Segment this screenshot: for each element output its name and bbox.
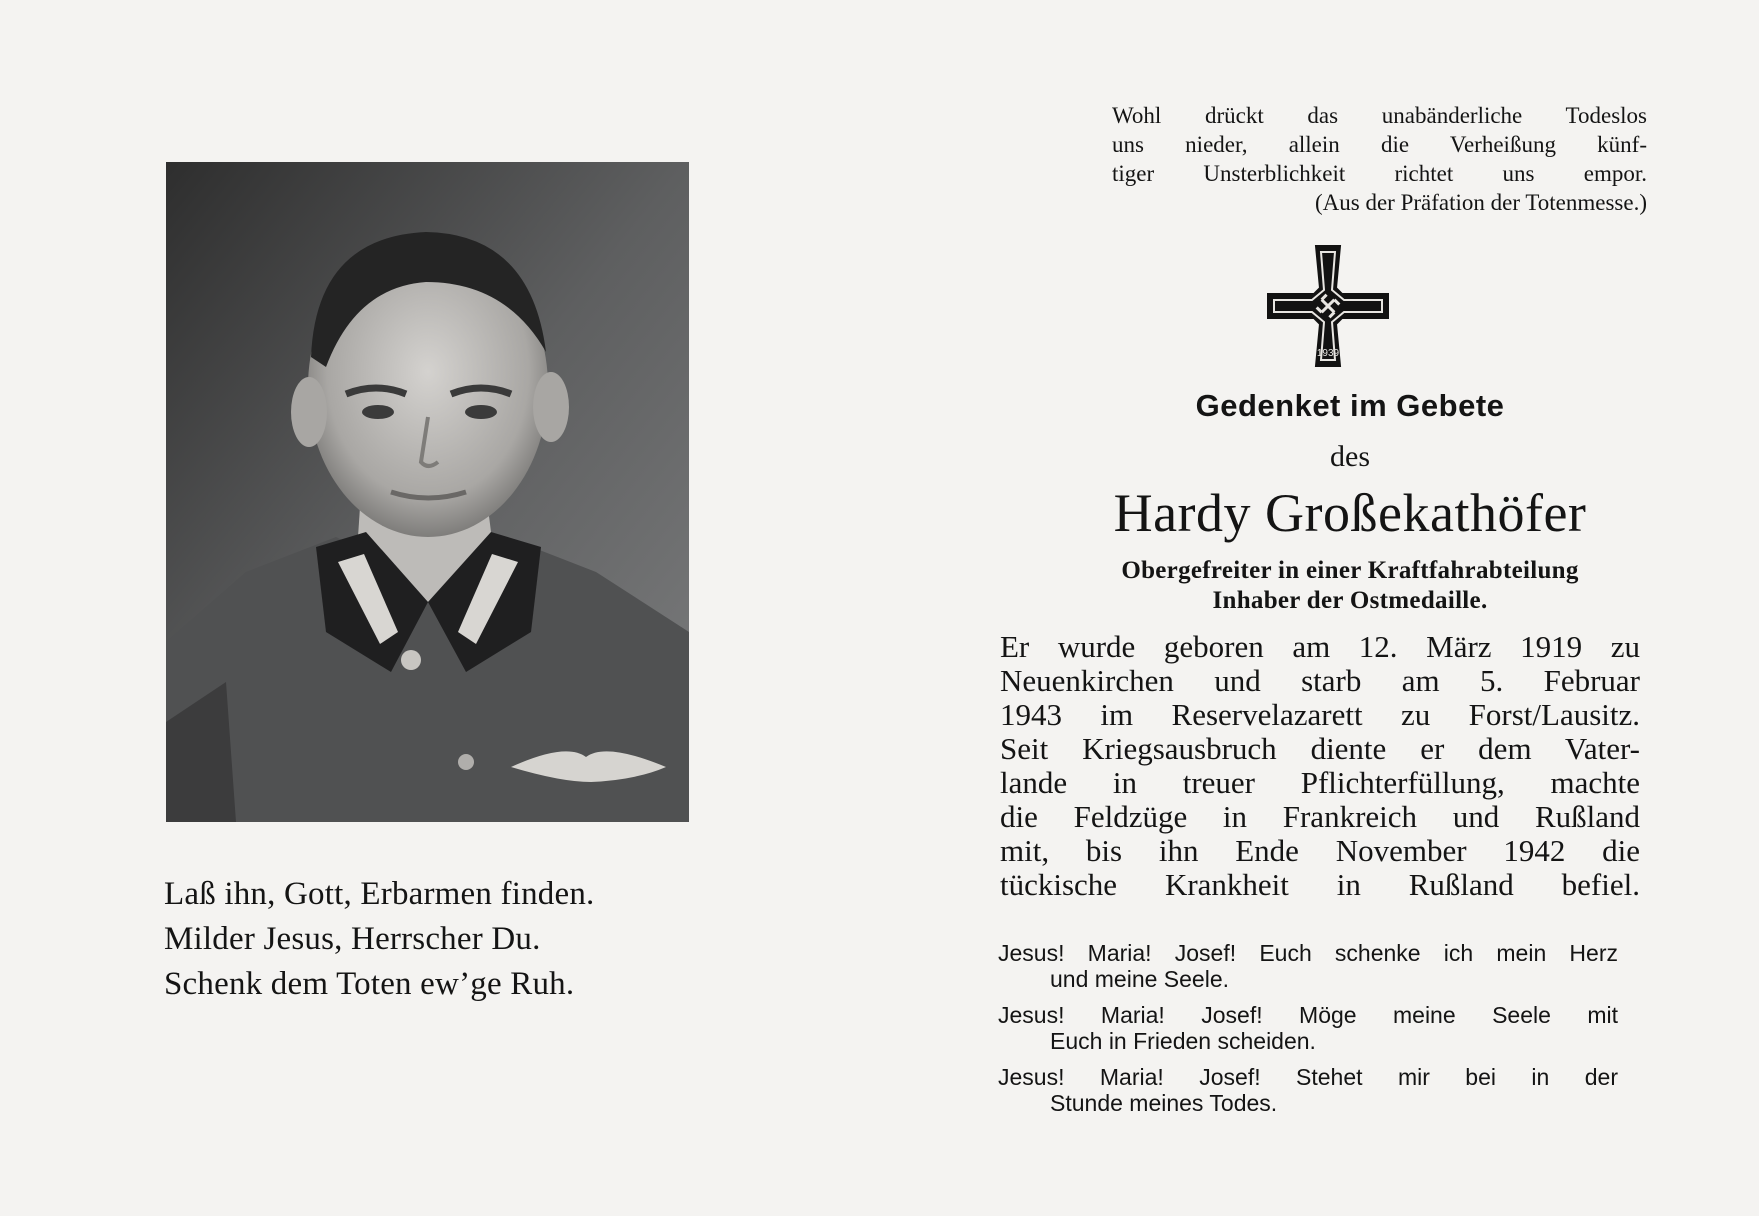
bio-line: Er wurde geboren am 12. März 1919 zu bbox=[1000, 629, 1640, 664]
epigraph-quote bbox=[1112, 101, 1647, 217]
prayer-line: Jesus! Maria! Josef! Stehet mir bei in der bbox=[998, 1064, 1618, 1090]
quote-line: uns nieder, allein die Verheißung künf- bbox=[1112, 132, 1647, 157]
rank-info bbox=[1000, 556, 1700, 616]
quote-line: Wohl drückt das unabänderliche Todeslos bbox=[1112, 103, 1647, 128]
biography bbox=[1000, 630, 1640, 902]
heading-article: des bbox=[1330, 440, 1370, 473]
bio-line: 1943 im Reservelazarett zu Forst/Lausitz. bbox=[1000, 697, 1640, 732]
quote-line: tiger Unsterblichkeit richtet uns empor. bbox=[1112, 161, 1647, 186]
quote-source: (Aus der Präfation der Totenmesse.) bbox=[1314, 190, 1647, 215]
prayer-item bbox=[998, 1002, 1618, 1054]
bio-line: Seit Kriegsausbruch diente er dem Vater- bbox=[1000, 731, 1640, 766]
prayer-line: Jesus! Maria! Josef! Euch schenke ich mein Herz bbox=[998, 940, 1618, 966]
portrait-photo bbox=[166, 162, 689, 822]
left-verse bbox=[164, 872, 724, 1007]
prayer-item bbox=[998, 940, 1618, 992]
cross-year-label: 1939 bbox=[1316, 348, 1340, 359]
memorial-heading: Gedenket im Gebete bbox=[1195, 388, 1505, 423]
verse-line: Milder Jesus, Herrscher Du. bbox=[164, 921, 541, 957]
prayer-item bbox=[998, 1064, 1618, 1116]
verse-line: Laß ihn, Gott, Erbarmen finden. bbox=[164, 876, 595, 912]
prayer-line: und meine Seele. bbox=[1050, 966, 1230, 992]
deceased-name: Hardy Großekathöfer bbox=[1113, 483, 1587, 543]
prayer-line: Jesus! Maria! Josef! Möge meine Seele mit bbox=[998, 1002, 1618, 1028]
rank-line: Inhaber der Ostmedaille. bbox=[1212, 587, 1488, 614]
bio-line: tückische Krankheit in Rußland befiel. bbox=[1000, 867, 1640, 902]
bio-line: Neuenkirchen und starb am 5. Februar bbox=[1000, 663, 1640, 698]
bio-line: mit, bis ihn Ende November 1942 die bbox=[1000, 833, 1640, 868]
bio-line: die Feldzüge in Frankreich und Rußland bbox=[1000, 799, 1640, 834]
prayer-line: Euch in Frieden scheiden. bbox=[1050, 1028, 1316, 1054]
iron-cross-emblem bbox=[1266, 244, 1390, 368]
bio-line: lande in treuer Pflichterfüllung, machte bbox=[1000, 765, 1640, 800]
iron-cross-icon bbox=[1266, 244, 1390, 368]
soldier-portrait-image bbox=[166, 162, 689, 822]
prayer-line: Stunde meines Todes. bbox=[1050, 1090, 1278, 1116]
prayers bbox=[998, 940, 1618, 1126]
rank-line: Obergefreiter in einer Kraftfahrabteilung bbox=[1121, 557, 1579, 584]
verse-line: Schenk dem Toten ew’ge Ruh. bbox=[164, 966, 575, 1002]
